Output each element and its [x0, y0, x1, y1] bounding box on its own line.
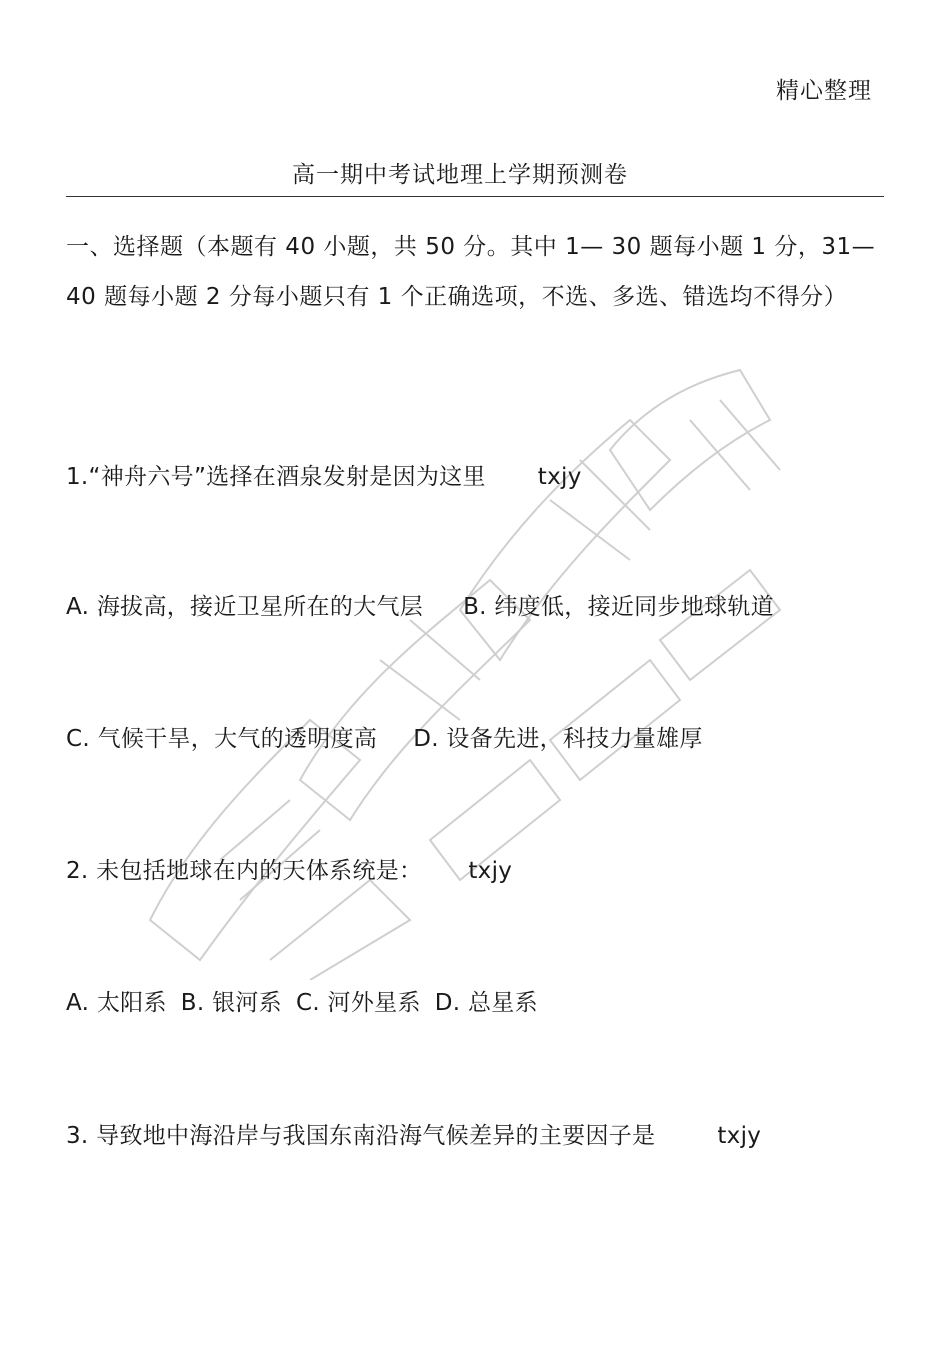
- option-2a: A. 太阳系: [66, 990, 167, 1016]
- page-title: 高一期中考试地理上学期预测卷: [292, 162, 628, 188]
- question-2-tag: txjy: [468, 858, 513, 884]
- question-2-options: [66, 984, 538, 1017]
- option-1b: B. 纬度低，接近同步地球轨道: [463, 594, 774, 620]
- question-1-stem: 1.“神舟六号”选择在酒泉发射是因为这里: [66, 464, 486, 490]
- option-1c: C. 气候干旱，大气的透明度高: [66, 726, 378, 752]
- section-instructions: 一、选择题（本题有 40 小题，共 50 分。其中 1— 30 题每小题 1 分，31— 40 题每小题 2 分每小题只有 1 个正确选项，不选、多选、错选均不得分）: [66, 234, 876, 310]
- title-divider: [66, 196, 884, 197]
- question-3: [66, 1117, 761, 1150]
- question-1: [66, 458, 582, 491]
- question-3-stem: 3. 导致地中海沿岸与我国东南沿海气候差异的主要因子是: [66, 1123, 656, 1149]
- question-1-tag: txjy: [537, 464, 582, 490]
- watermark-graphic: [130, 360, 810, 980]
- option-2c: C. 河外星系: [295, 990, 421, 1016]
- question-1-options-row-2: [66, 720, 703, 753]
- option-1d: D. 设备先进，科技力量雄厚: [413, 726, 703, 752]
- question-3-tag: txjy: [717, 1123, 762, 1149]
- question-2-stem: 2. 未包括地球在内的天体系统是：: [66, 858, 423, 884]
- option-2b: B. 银河系: [180, 990, 282, 1016]
- option-2d: D. 总星系: [434, 990, 538, 1016]
- question-1-options-row-1: [66, 588, 774, 621]
- header-note: 精心整理: [776, 78, 872, 104]
- question-2: [66, 852, 512, 885]
- option-1a: A. 海拔高，接近卫星所在的大气层: [66, 594, 424, 620]
